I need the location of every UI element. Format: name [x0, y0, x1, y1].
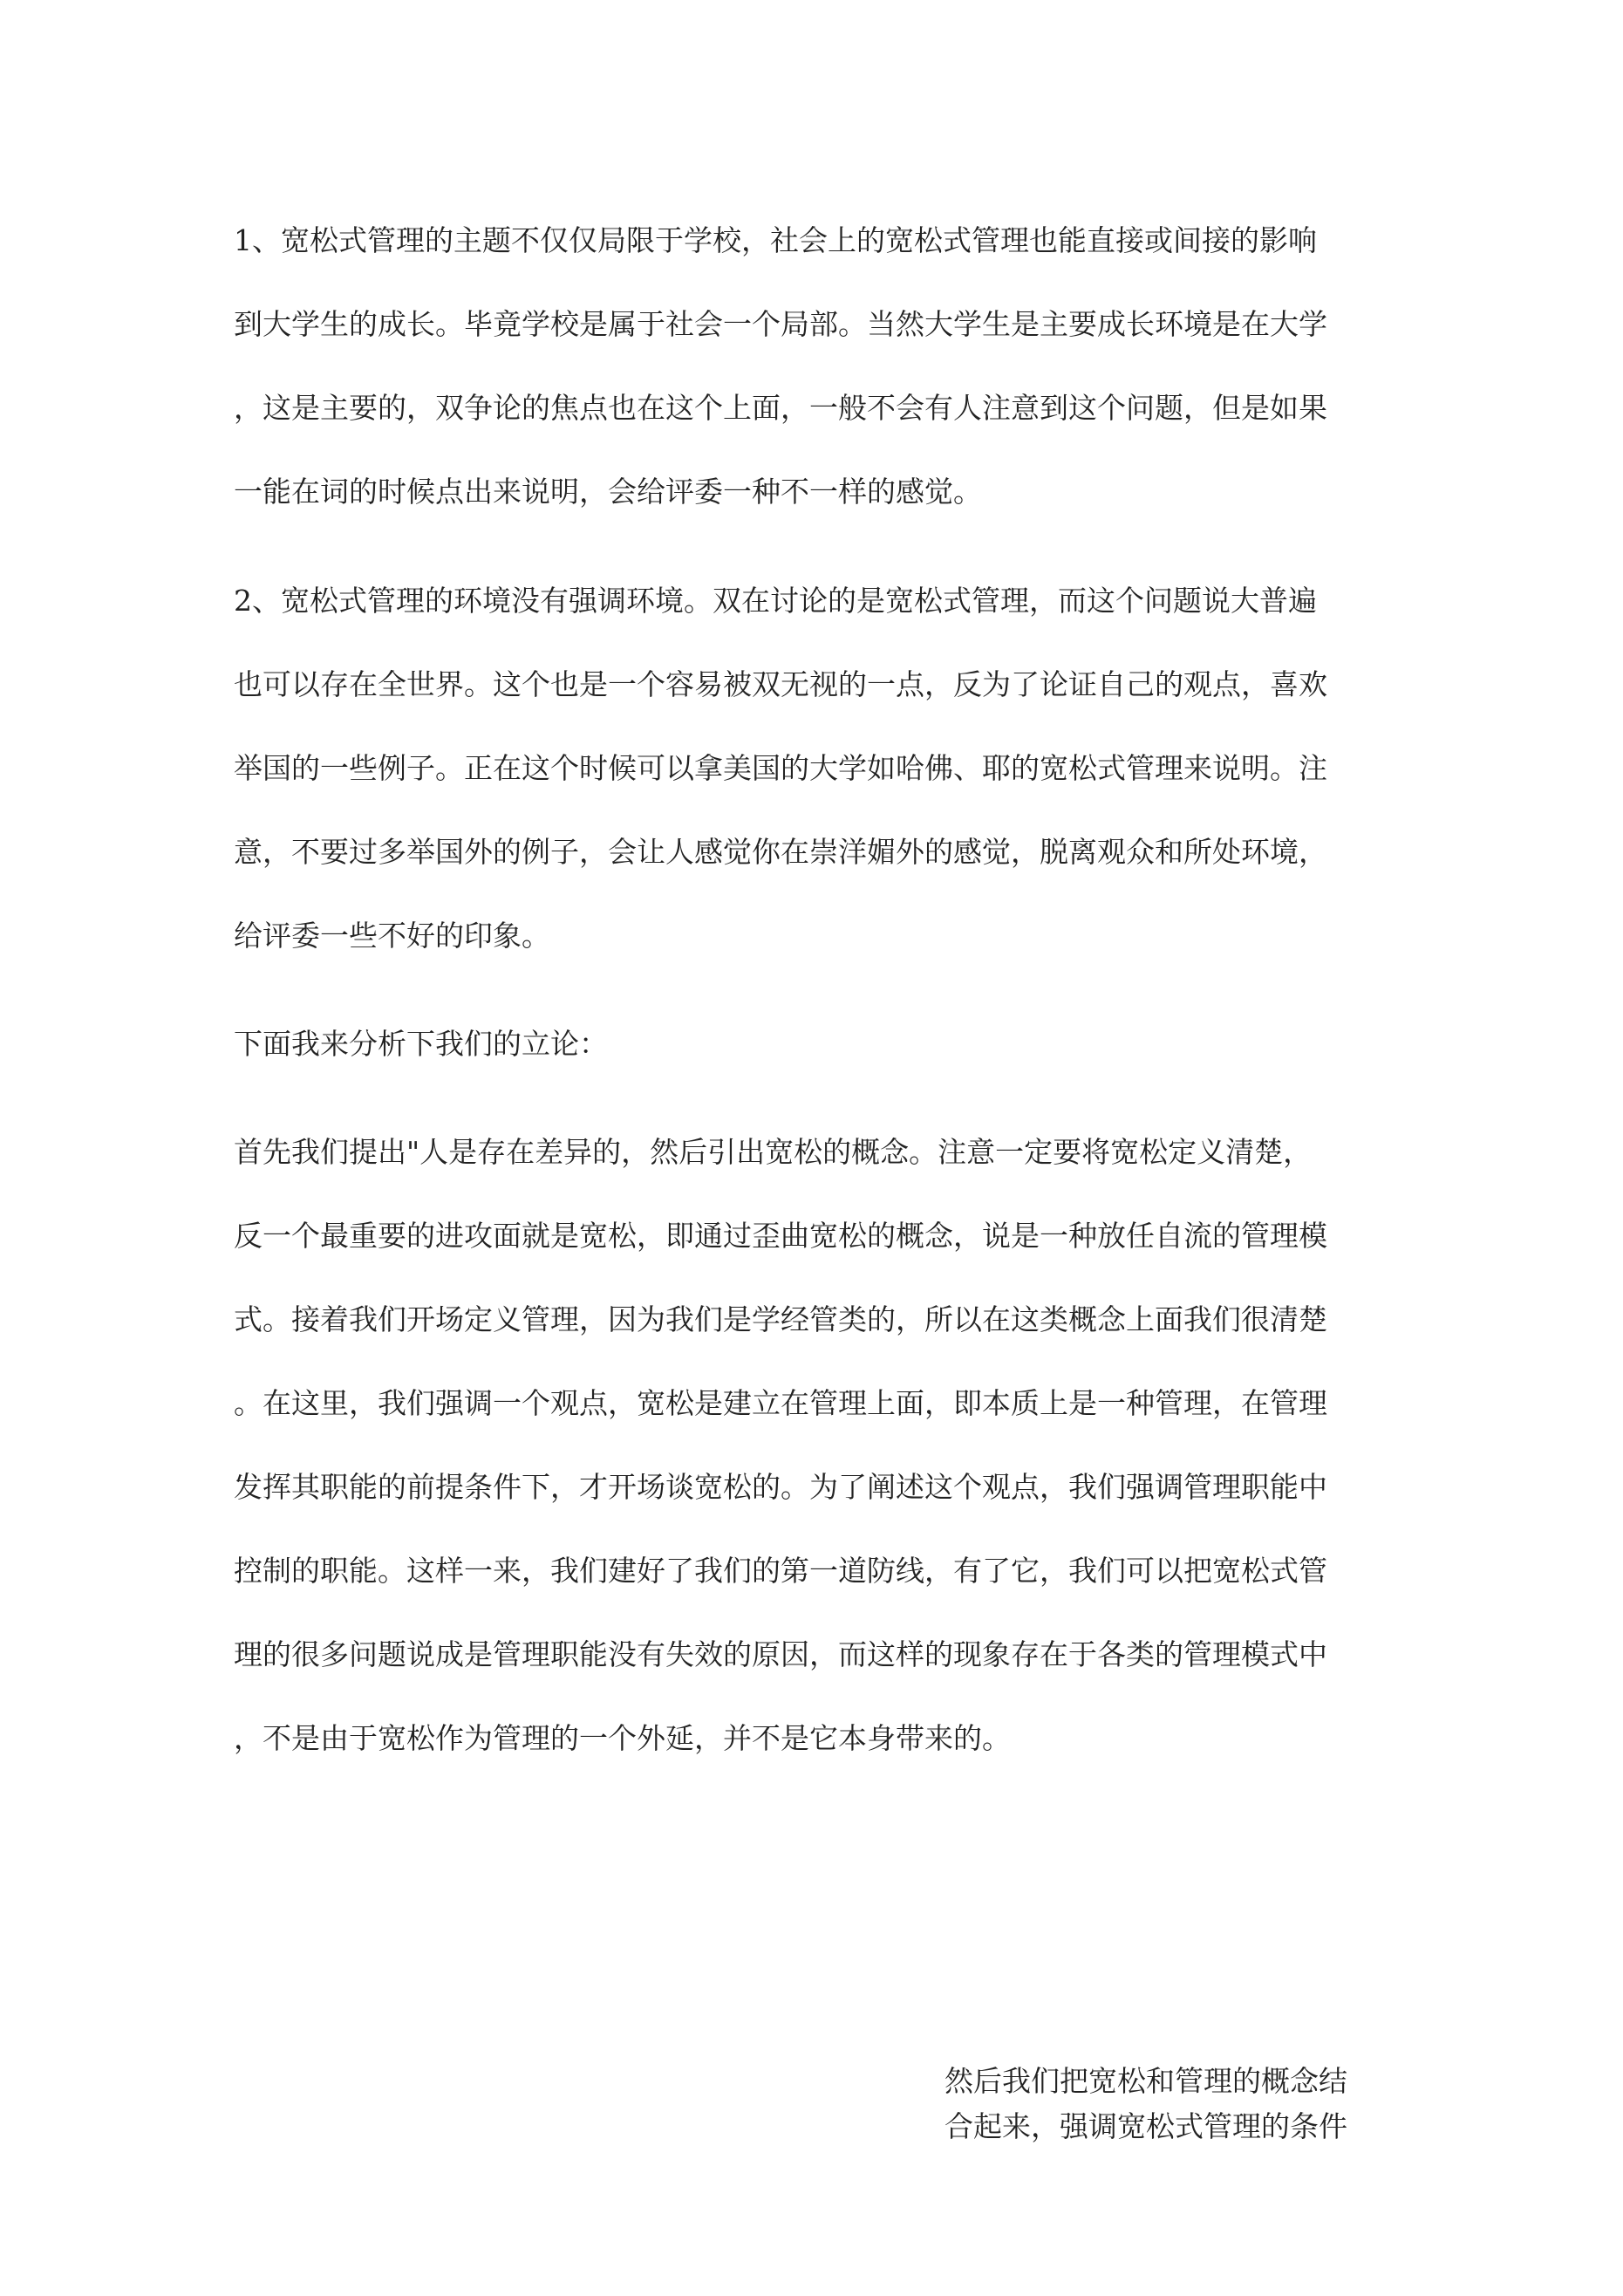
paragraph-line: 1、宽松式管理的主题不仅仅局限于学校，社会上的宽松式管理也能直接或间接的影响	[234, 223, 1317, 257]
paragraph-line: 举国的一些例子。正在这个时候可以拿美国的大学如哈佛、耶的宽松式管理来说明。注	[234, 751, 1327, 785]
paragraph-line: 也可以存在全世界。这个也是一个容易被双无视的一点，反为了论证自己的观点，喜欢	[234, 667, 1327, 701]
paragraph-line: ，不是由于宽松作为管理的一个外延，并不是它本身带来的。	[234, 1721, 1011, 1755]
note-line: 合起来，强调宽松式管理的条件	[944, 2109, 1347, 2143]
paragraph-line: 意，不要过多举国外的例子，会让人感觉你在崇洋媚外的感觉，脱离观众和所处环境，	[234, 835, 1327, 869]
paragraph-line: 式。接着我们开场定义管理，因为我们是学经管类的，所以在这类概念上面我们很清楚	[234, 1302, 1327, 1336]
paragraph-line: 到大学生的成长。毕竟学校是属于社会一个局部。当然大学生是主要成长环境是在大学	[234, 307, 1327, 341]
paragraph-line: 首先我们提出"人是存在差异的，然后引出宽松的概念。注意一定要将宽松定义清楚，	[234, 1135, 1313, 1169]
paragraph-line: 下面我来分析下我们的立论：	[234, 1027, 608, 1061]
paragraph-line: ，这是主要的，双争论的焦点也在这个上面，一般不会有人注意到这个问题，但是如果	[234, 391, 1327, 425]
paragraph-line: 控制的职能。这样一来，我们建好了我们的第一道防线，有了它，我们可以把宽松式管	[234, 1554, 1327, 1588]
paragraph-line: 理的很多问题说成是管理职能没有失效的原因，而这样的现象存在于各类的管理模式中	[234, 1637, 1327, 1671]
paragraph-line: 发挥其职能的前提条件下，才开场谈宽松的。为了阐述这个观点，我们强调管理职能中	[234, 1470, 1327, 1504]
paragraph-line: 2、宽松式管理的环境没有强调环境。双在讨论的是宽松式管理，而这个问题说大普遍	[234, 584, 1317, 618]
note-line: 然后我们把宽松和管理的概念结	[944, 2064, 1347, 2098]
paragraph-line: 一能在词的时候点出来说明，会给评委一种不一样的感觉。	[234, 475, 982, 509]
paragraph-line: 给评委一些不好的印象。	[234, 919, 550, 953]
paragraph-line: 。在这里，我们强调一个观点，宽松是建立在管理上面，即本质上是一种管理，在管理	[234, 1386, 1327, 1420]
paragraph-line: 反一个最重要的进攻面就是宽松，即通过歪曲宽松的概念，说是一种放任自流的管理模	[234, 1219, 1327, 1253]
